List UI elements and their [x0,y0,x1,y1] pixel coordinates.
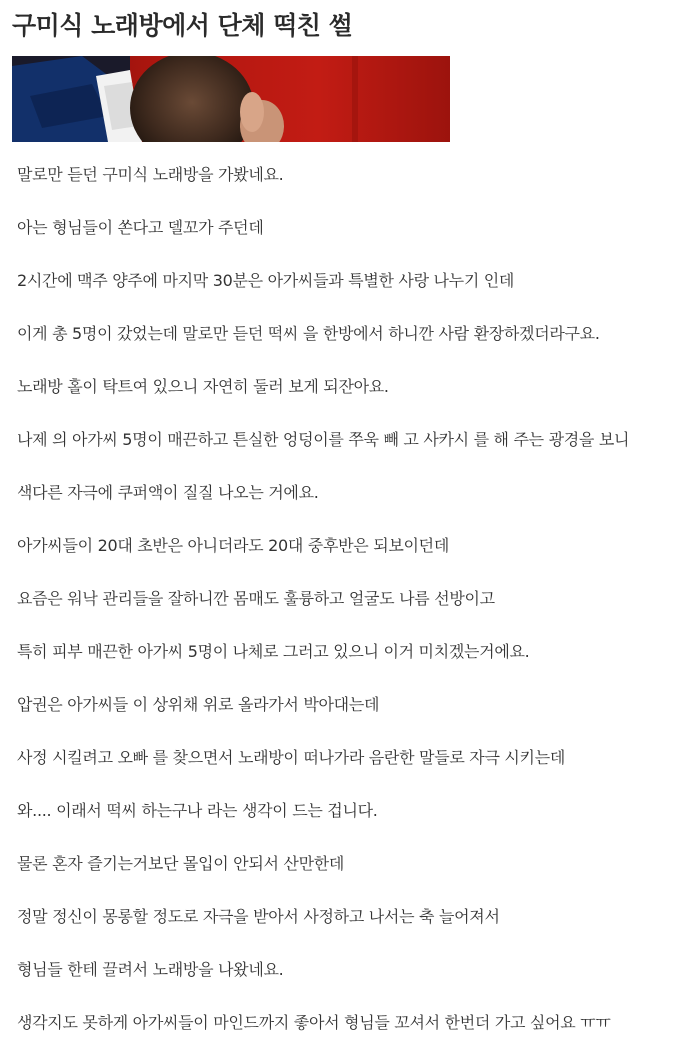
article-photo-illustration [12,56,450,142]
paragraph: 말로만 듣던 구미식 노래방을 가봤네요. [17,165,284,184]
paragraph: 물론 혼자 즐기는거보단 몰입이 안되서 산만한데 [17,854,345,873]
paragraph: 아는 형님들이 쏜다고 델꼬가 주던데 [17,218,264,237]
paragraph: 요즘은 워낙 관리들을 잘하니깐 몸매도 훌륭하고 얼굴도 나름 선방이고 [17,589,495,608]
paragraph: 노래방 홀이 탁트여 있으니 자연히 둘러 보게 되잔아요. [17,377,389,396]
paragraph: 사정 시킬려고 오빠 를 찾으면서 노래방이 떠나가라 음란한 말들로 자극 시키는데 [17,748,566,767]
paragraph: 정말 정신이 몽롱할 정도로 자극을 받아서 사정하고 나서는 축 늘어져서 [17,907,500,926]
paragraph: 아가씨들이 20대 초반은 아니더라도 20대 중후반은 되보이던데 [17,536,449,555]
paragraph: 압권은 아가씨들 이 상위채 위로 올라가서 박아대는데 [17,695,380,714]
article-photo [12,56,450,142]
paragraph: 와.... 이래서 떡씨 하는구나 라는 생각이 드는 겁니다. [17,801,378,820]
paragraph: 이게 총 5명이 갔었는데 말로만 듣던 떡씨 을 한방에서 하니깐 사람 환장하겠더라구요. [17,324,600,343]
page-title: 구미식 노래방에서 단체 떡친 썰 [12,11,353,40]
paragraph: 특히 피부 매끈한 아가씨 5명이 나체로 그러고 있으니 이거 미치겠는거에요. [17,642,530,661]
paragraph: 색다른 자극에 쿠퍼액이 질질 나오는 거에요. [17,483,319,502]
paragraph: 형님들 한테 끌려서 노래방을 나왔네요. [17,960,284,979]
paragraph: 2시간에 맥주 양주에 마지막 30분은 아가씨들과 특별한 사랑 나누기 인데 [17,271,515,290]
paragraph: 생각지도 못하게 아가씨들이 마인드까지 좋아서 형님들 꼬셔서 한번더 가고 싶어요 ㅠㅠ [17,1013,611,1032]
paragraph: 나제 의 아가씨 5명이 매끈하고 튼실한 엉덩이를 쭈욱 빼 고 사카시 를 해 주는 광경을 보니 [17,430,630,449]
